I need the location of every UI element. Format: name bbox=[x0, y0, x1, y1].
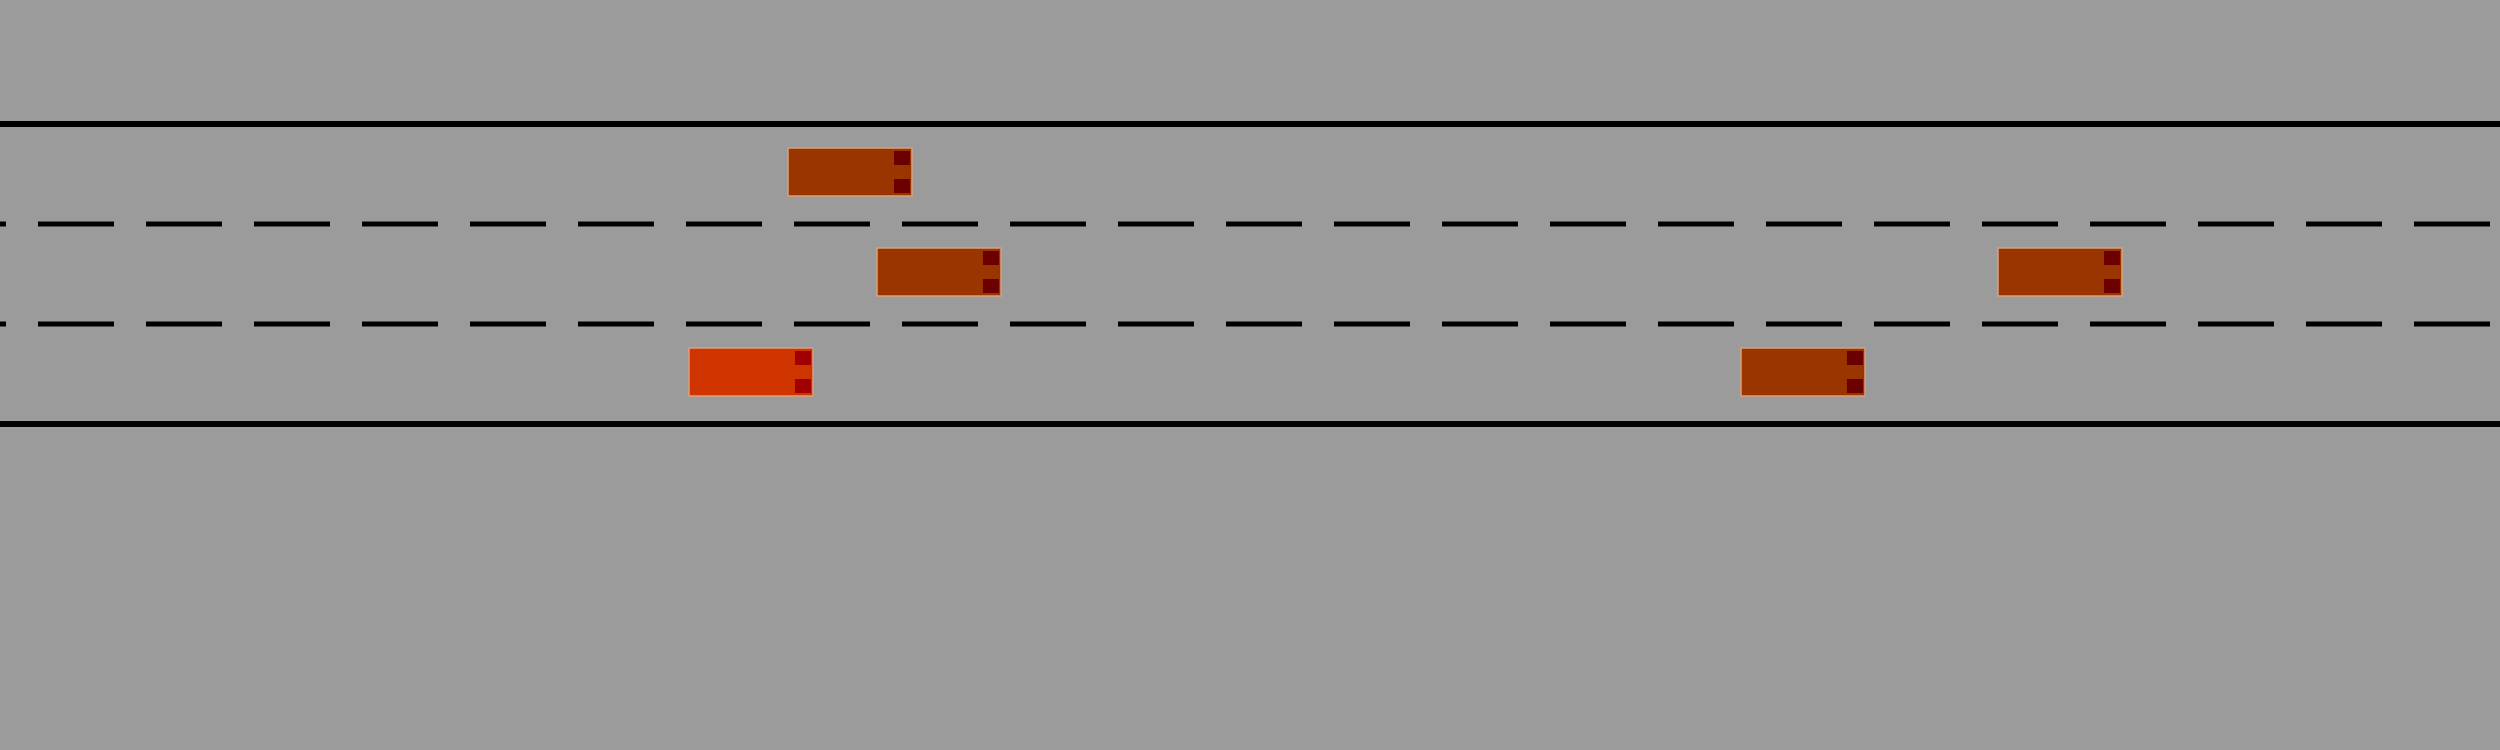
vehicle-body bbox=[1998, 248, 2122, 296]
vehicle-left-light bbox=[2104, 251, 2120, 265]
vehicle-right-light bbox=[2104, 279, 2120, 293]
vehicle bbox=[1998, 248, 2122, 296]
vehicle bbox=[788, 148, 912, 196]
vehicle-right-light bbox=[894, 179, 910, 193]
vehicle-right-light bbox=[983, 279, 999, 293]
vehicle-body bbox=[1741, 348, 1865, 396]
vehicle bbox=[877, 248, 1001, 296]
vehicle-left-light bbox=[894, 151, 910, 165]
vehicle bbox=[1741, 348, 1865, 396]
vehicle-body bbox=[689, 348, 813, 396]
vehicle-left-light bbox=[795, 351, 811, 365]
vehicle-left-light bbox=[1847, 351, 1863, 365]
vehicle-right-light bbox=[1847, 379, 1863, 393]
vehicle-body bbox=[788, 148, 912, 196]
vehicle-body bbox=[877, 248, 1001, 296]
ego-vehicle bbox=[689, 348, 813, 396]
vehicle-right-light bbox=[795, 379, 811, 393]
vehicle-left-light bbox=[983, 251, 999, 265]
